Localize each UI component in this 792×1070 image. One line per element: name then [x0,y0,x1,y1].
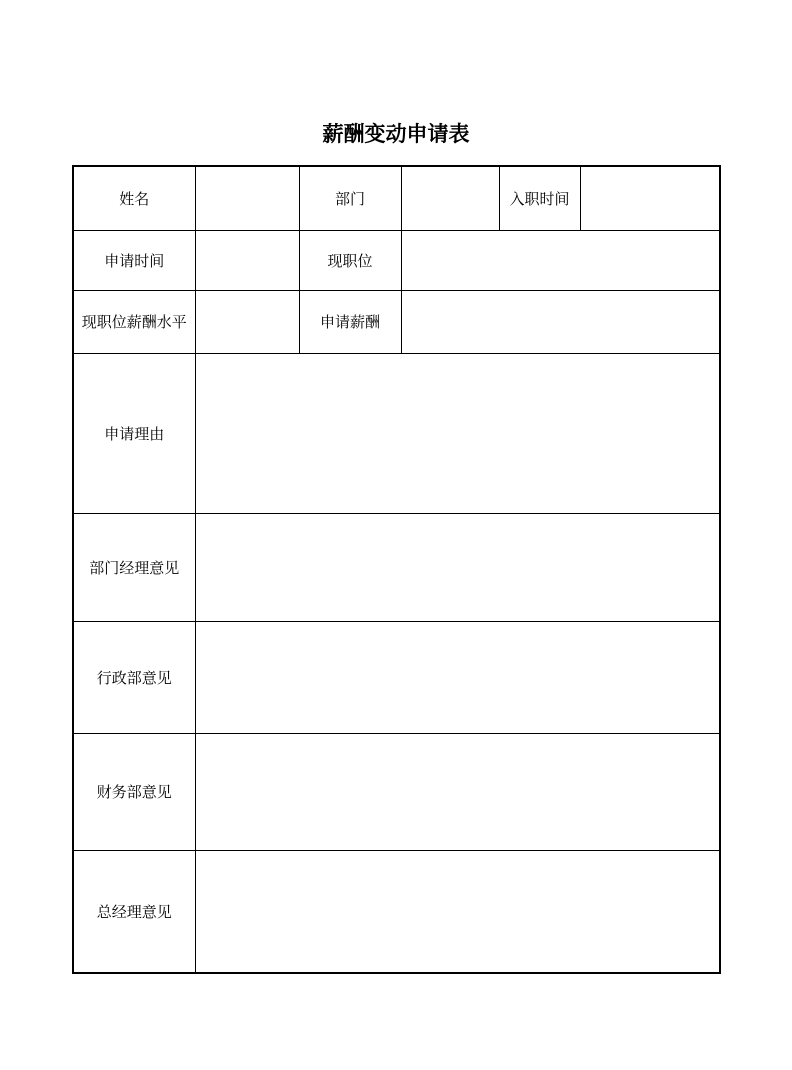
form-row-salary [73,290,720,353]
label-reason: 申请理由 [73,353,195,513]
field-name[interactable] [195,166,299,230]
label-hire-date: 入职时间 [499,166,580,230]
field-hire-date[interactable] [580,166,720,230]
form-row-application [73,230,720,290]
label-gm-opinion: 总经理意见 [73,850,195,973]
field-requested-salary[interactable] [401,290,720,353]
label-current-position: 现职位 [299,230,401,290]
field-admin-dept-opinion[interactable] [195,621,720,733]
form-row-general-manager [73,850,720,973]
label-finance-dept-opinion: 财务部意见 [73,733,195,850]
label-dept-manager-opinion: 部门经理意见 [73,513,195,621]
field-current-salary-level[interactable] [195,290,299,353]
field-gm-opinion[interactable] [195,850,720,973]
field-current-position[interactable] [401,230,720,290]
label-department: 部门 [299,166,401,230]
salary-change-form-table [72,165,721,974]
label-apply-date: 申请时间 [73,230,195,290]
form-row-basic-info [73,166,720,230]
form-row-dept-manager [73,513,720,621]
field-dept-manager-opinion[interactable] [195,513,720,621]
label-name: 姓名 [73,166,195,230]
label-current-salary-level: 现职位薪酬水平 [73,290,195,353]
form-title: 薪酬变动申请表 [322,122,470,146]
field-finance-dept-opinion[interactable] [195,733,720,850]
field-reason[interactable] [195,353,720,513]
field-department[interactable] [401,166,499,230]
field-apply-date[interactable] [195,230,299,290]
form-row-finance-dept [73,733,720,850]
label-admin-dept-opinion: 行政部意见 [73,621,195,733]
label-requested-salary: 申请薪酬 [299,290,401,353]
form-row-reason [73,353,720,513]
form-row-admin-dept [73,621,720,733]
